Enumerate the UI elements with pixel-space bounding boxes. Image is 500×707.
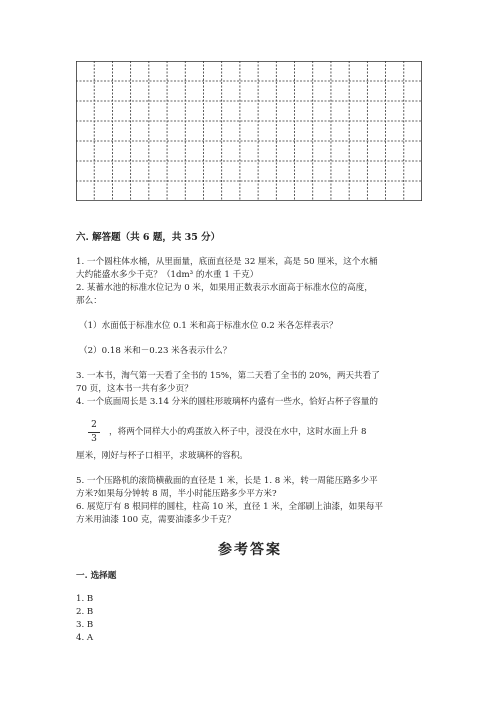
question-5-line-2: 方米?如果每分钟转 8 周，半小时能压路多少平方米? [76,489,277,499]
section-heading: 六. 解答题（共 6 题，共 35 分） [76,232,221,243]
question-5-line-1: 5. 一个压路机的滚筒横截面的直径是 1 米，长是 1. 8 米，转一周能压路多少平 [76,476,378,486]
answer-item-2: 2. B [76,607,94,617]
question-4-line-2: ，将两个同样大小的鸡蛋放入杯子中，浸没在水中，这时水面上升 8 [109,427,367,437]
question-4-fraction [88,420,100,445]
question-3-line-2: 70 页，这本书一共有多少页？ [76,384,193,394]
answer-item-1: 1. B [76,594,94,604]
writing-grid [76,61,422,201]
answer-item-3: 3. B [76,620,94,630]
question-2-part-2: （2）0.18 米和－0.23 米各表示什么？ [79,346,232,356]
question-2-part-1: （1）水面低于标准水位 0.1 米和高于标准水位 0.2 米各怎样表示？ [79,321,338,331]
fraction-denominator: 3 [91,434,97,444]
question-6-line-2: 方米用油漆 100 克，需要油漆多少千克？ [76,515,236,525]
question-2-line-2: 那么： [76,296,102,306]
answers-title: 参考答案 [218,542,282,558]
question-2-line-1: 2. 某蓄水池的标准水位记为 0 米，如果用正数表示水面高于标准水位的高度， [76,283,373,293]
question-6-line-1: 6. 展览厅有 8 根同样的圆柱，柱高 10 米，直径 1 米，全部刷上油漆，如果每平 [76,502,384,512]
fraction-numerator: 2 [91,420,97,430]
answer-item-4: 4. A [76,633,94,643]
fraction-bar [88,432,100,433]
question-3-line-1: 3. 一本书，淘气第一天看了全书的 15%，第二天看了全书的 20%，两天共看了 [76,371,380,381]
question-1-line-1: 1. 一个圆柱体水桶，从里面量，底面直径是 32 厘米，高是 50 厘米，这个水桶 [76,257,378,267]
question-4-line-3: 厘米，刚好与杯子口相平，求玻璃杯的容积。 [76,451,248,461]
question-4-line-1: 4. 一个底面周长是 3.14 分米的圆柱形玻璃杯内盛有一些水，恰好占杯子容量的 [76,397,378,407]
question-1-line-2: 大约能盛水多少千克？（1dm³ 的水重 1 千克） [76,270,259,280]
answers-section-heading: 一. 选择题 [76,571,117,581]
